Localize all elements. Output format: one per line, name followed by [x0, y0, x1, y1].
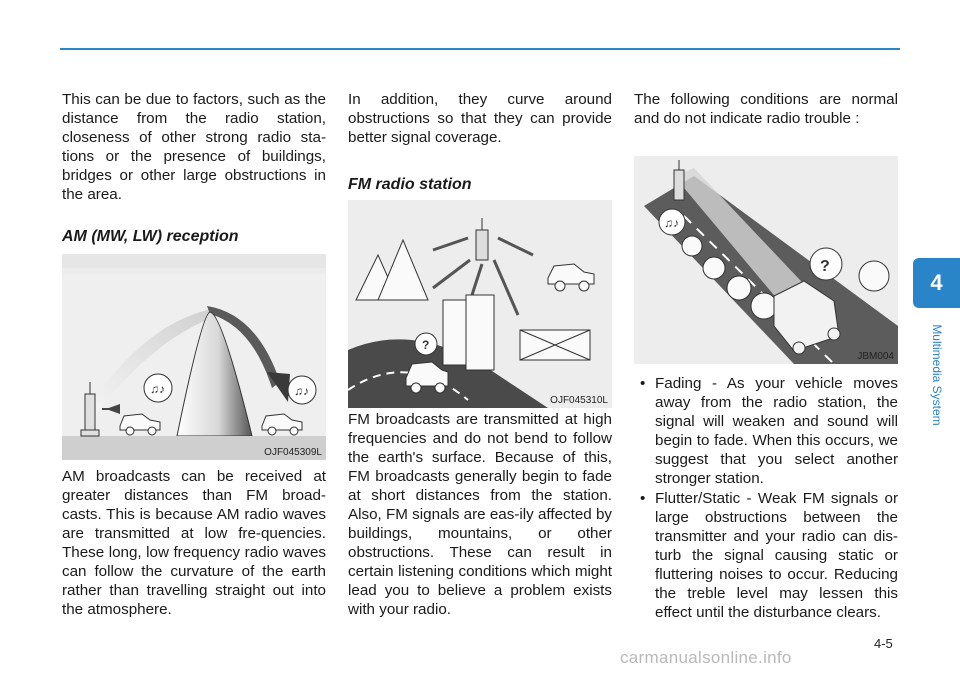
- list-item: • Flutter/Static - Weak FM signals or large obstructions between the transmitter and your radio can dis-turb the signal causing static or fluttering noises to occur. Reducing the treble level may lessen this effect until the disturbance clears.: [640, 490, 898, 621]
- column-2-lower: [348, 410, 612, 619]
- bullet-fading: Fading - As your vehicle moves away from the radio station, the signal will weaken and sound will begin to fade. When this occurs, we suggest that you select another stronger station.: [655, 375, 898, 487]
- conditions-list: [634, 374, 898, 622]
- am-reception-figure: [62, 254, 326, 460]
- col1-paragraph-1: This can be due to factors, such as the distance from the radio station, closeness of other strong radio sta-tions or the presence of buildings, bridges or other large obstructions in the area.: [62, 91, 326, 203]
- col2-paragraph-2: FM broadcasts are transmitted at high frequencies and do not bend to follow the earth's surface. Because of this, FM broadcasts generally begin to fade at short distances from the station. Also, FM signals are eas-ily affected by buildings, mountains, or other obstructions. These can result in certain listening conditions which might lead you to believe a problem exists with your radio.: [348, 411, 612, 618]
- chapter-label: [922, 310, 952, 440]
- top-rule: [60, 48, 900, 50]
- fm-illustration: [348, 200, 612, 408]
- column-1-lower: [62, 467, 326, 619]
- watermark: carmanualsonline.info: [620, 648, 792, 667]
- figure-code: OJF045309L: [264, 447, 322, 458]
- col2-paragraph-1: In addition, they curve around obstructions so that they can provide better signal coverage.: [348, 91, 612, 146]
- am-reception-heading: AM (MW, LW) reception: [62, 228, 239, 245]
- svg-text:?: ?: [820, 258, 830, 275]
- chapter-tab[interactable]: 4: [913, 258, 960, 308]
- am-illustration: [62, 254, 326, 460]
- column-3-lower: [634, 374, 898, 623]
- fading-figure: [634, 156, 898, 364]
- fm-station-heading: FM radio station: [348, 176, 472, 193]
- svg-text:♫♪: ♫♪: [150, 382, 165, 396]
- svg-text:♫♪: ♫♪: [294, 384, 309, 398]
- column-1: [62, 90, 326, 246]
- bullet-flutter-static: Flutter/Static - Weak FM signals or large obstructions between the transmitter and your radio can dis-turb the signal causing static or fluttering noises to occur. Reducing the treble level may lessen this effect until the disturbance clears.: [655, 490, 898, 621]
- svg-text:♫♪: ♫♪: [664, 216, 679, 230]
- fm-station-figure: [348, 200, 612, 408]
- column-3: [634, 90, 898, 128]
- list-item: • Fading - As your vehicle moves away from the radio station, the signal will weaken and sound will begin to fade. When this occurs, we suggest that you select another stronger station.: [640, 375, 898, 487]
- question-bubble-icon: [810, 248, 842, 280]
- figure-code: JBM004: [857, 351, 894, 362]
- col1-paragraph-2: AM broadcasts can be received at greater distances than FM broad-casts. This is because AM radio waves are transmitted at low fre-quencies. These long, low frequency radio waves can follow the curvature of the earth rather than travelling straight out into the atmosphere.: [62, 468, 326, 618]
- buildings: [443, 295, 494, 370]
- column-2: [348, 90, 612, 194]
- bridge: [520, 330, 590, 360]
- page-number: 4-5: [874, 636, 893, 651]
- svg-text:?: ?: [422, 338, 430, 352]
- music-bubble-left-icon: [144, 374, 172, 402]
- question-bubble-icon: [415, 333, 437, 355]
- chapter-label-text: Multimedia System: [930, 324, 944, 426]
- music-bubble-icon: [659, 209, 685, 235]
- col3-paragraph-1: The following conditions are normal and do not indicate radio trouble :: [634, 91, 898, 127]
- fading-illustration: [634, 156, 898, 364]
- figure-code: OJF045310L: [550, 395, 608, 406]
- music-bubble-right-icon: [288, 376, 316, 404]
